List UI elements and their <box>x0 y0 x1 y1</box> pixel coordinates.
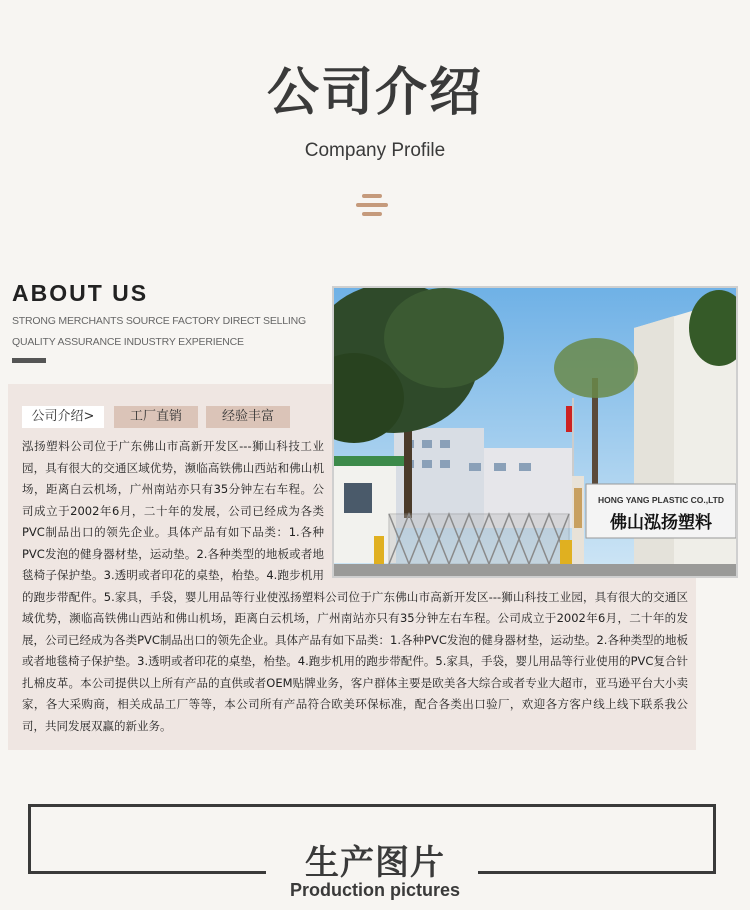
tab-factory-direct[interactable]: 工厂直销 <box>114 406 198 428</box>
menu-icon <box>356 194 388 218</box>
about-divider <box>12 358 46 363</box>
page-subtitle: Company Profile <box>304 140 446 161</box>
production-title: 生产图片 <box>305 843 445 883</box>
tab-company-intro[interactable]: 公司介绍> <box>22 406 104 428</box>
intro-text: 泓扬塑料公司位于广东佛山市高新开发区---狮山科技工业园，具有很大的交通区域优势，濒临高铁佛山西站和佛山机场，距离白云机场，广州南站亦只有35分钟左右车程。公司成立于2002年6月，二十年的发展，公司已经成为各类PVC制品出口的领先企业。具体产品有如下品类：1.各种PVC发泡的健身器材垫，运动垫。2.各种类型的地板或者地毯椅子保护垫。3.透明或者印花的桌垫，枱垫。4.跑步机用的跑步带配件。5.家具，手袋，婴儿用品等行业使泓扬塑料公司位于广东佛山市高新开发区---狮山科技工业园，具有很大的交通区域优势，濒临高铁佛山西站和佛山机场，距离白云机场，广州南站亦只有35分钟左右车程。公司成立于2002年6月，二十年的发展，公司已经成为各类PVC制品出口的领先企业。具体产品有如下品类：1.各种PVC发泡的健身器材垫，运动垫。2.各种类型的地板或者地毯椅子保护垫。3.透明或者印花的桌垫，枱垫。4.跑步机用的跑步带配件。5.家具，手袋，婴儿用品等行业使用的PVC复合针扎棉皮革。本公司提供以上所有产品的直供或者OEM贴牌业务，客户群体主要是欧美各大综合或者专业大超市，亚马逊平台大小卖家，各大采购商，相关成品工厂等等，本公司所有产品符合欧美环保标准，配合各类出口验厂，欢迎各方客户线上线下联系我公司，共同发展双赢的新业务。 <box>22 439 688 733</box>
about-title: ABOUT US <box>12 280 149 306</box>
sign-cn-text: 佛山泓扬塑料 <box>610 513 712 533</box>
sign-en-text: HONG YANG PLASTIC CO.,LTD <box>598 495 724 505</box>
tab-experience[interactable]: 经验丰富 <box>206 406 290 428</box>
production-subtitle: Production pictures <box>289 880 460 900</box>
factory-photo <box>332 286 738 578</box>
about-tagline-2: QUALITY ASSURANCE INDUSTRY EXPERIENCE <box>12 336 244 348</box>
factory-gate-image <box>334 288 736 576</box>
page-title: 公司介绍 <box>266 63 483 123</box>
about-tagline-1: STRONG MERCHANTS SOURCE FACTORY DIRECT SELLING <box>12 315 306 327</box>
